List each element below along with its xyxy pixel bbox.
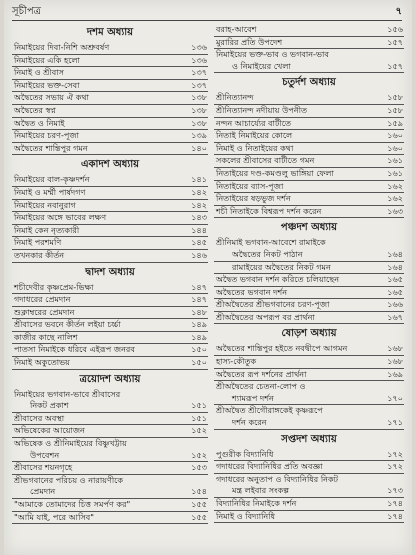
toc-entry-title: অদ্বৈতের রূপ দর্শনের প্রার্থনা	[216, 368, 307, 379]
toc-entry-title: নিমাইয়ের অঙ্গে ভাবের লক্ষণ	[14, 212, 107, 223]
toc-entry-page: ১৩৬	[191, 54, 207, 65]
toc-entry-title: মুরারির প্রতি উপদেশ	[216, 36, 283, 47]
toc-entry-page: ১৩৭	[191, 79, 207, 90]
toc-entry	[214, 206, 404, 219]
toc-entry-title: শ্রীঅদ্বৈতের চেতনা-লোপ ও	[216, 381, 306, 392]
toc-entry-title: প্রেমদান	[30, 486, 56, 497]
toc-entry	[12, 438, 208, 450]
toc-entry	[214, 356, 404, 369]
toc-entry-title: নিমাই ও মর্ম্মী পার্ষদগণ	[14, 186, 86, 197]
toc-entry-page: ১৬২	[387, 180, 403, 191]
toc-entry-title: নিমাইয়ের ভক্ত-ভাব ও ভগবান-ভাব	[216, 49, 329, 60]
toc-entry-title: নিমাইয়ের দিবা-নিশি অশ্রুবর্ষণ	[14, 42, 110, 52]
toc-entry-page: ১৫৭	[387, 60, 403, 71]
toc-entry-title: শ্রীঅদ্বৈতের অপরূপ বর প্রার্থনা	[216, 311, 315, 322]
toc-entry-title: নিমাইয়ের নবানুরাগ	[14, 199, 76, 210]
toc-entry-page: ১৬২	[387, 193, 403, 204]
toc-entry-title: অভিষেক ও শ্রীনিমাইয়ের বিষ্ণুখট্টায়	[14, 438, 127, 449]
toc-entry	[214, 262, 404, 275]
toc-entry-page: ১৬৭	[387, 311, 403, 322]
toc-entry	[214, 299, 404, 312]
toc-entry-title: শ্রীনিমাই ভগবান-আবেশে রামাইকে	[216, 237, 326, 248]
toc-entry-page: ১৬৪	[387, 261, 403, 272]
toc-entry-title: শ্রীঅদ্বৈত শ্রীগৌরাঙ্গকেই কৃষ্ণরূপে	[216, 405, 323, 416]
toc-entry-page: ১৬৪	[387, 248, 403, 259]
toc-entry	[12, 55, 208, 68]
toc-entry-page: ১৬১	[387, 155, 403, 166]
chapter-heading: পঞ্চদশ অধ্যায়	[280, 222, 338, 234]
toc-entry-page: ১৭৪	[387, 510, 403, 521]
toc-entry-title: অদ্বৈত ও নিমাই	[14, 117, 65, 128]
toc-entry	[214, 61, 404, 74]
toc-entry	[214, 130, 404, 143]
toc-entry-title: নিমাইয়ের চরণ-পূজা	[14, 130, 79, 141]
toc-entry-page: ১৭২	[387, 448, 403, 459]
toc-entry-title: উপবেশন	[30, 449, 60, 460]
toc-entry-title: নিতাইয়ের ষড়ভুজ দর্শন	[216, 193, 291, 204]
toc-entry-title: "আমি যাই, পরে আসিব"	[14, 511, 95, 522]
toc-entry-title: হাস্য-কৌতুক	[216, 356, 257, 367]
toc-entry-title: শচীদেবীর কৃষ্ণপ্রেম-ভিক্ষা	[14, 281, 94, 292]
toc-entry-page: ১৬৯	[387, 368, 403, 379]
toc-entry-title: অদ্বৈতের সভায় ঐ কথা	[14, 92, 89, 103]
toc-entry	[12, 212, 208, 225]
toc-entry-page: ১৫৩	[191, 462, 207, 473]
chapter-heading: দ্বাদশ অধ্যায়	[85, 266, 135, 278]
toc-entry	[214, 168, 404, 181]
toc-entry-page: ১৬০	[387, 130, 403, 141]
toc-entry	[12, 512, 208, 525]
toc-entry-title: শ্রীঅদ্বৈতের শ্রীভগবানের চরণ-পূজা	[216, 299, 330, 310]
toc-entry	[214, 449, 404, 462]
toc-entry-page: ১৩৭	[191, 67, 207, 78]
toc-entry	[12, 499, 208, 512]
toc-entry	[12, 344, 208, 357]
toc-entry-title: শুক্লাম্বরের প্রেমদান	[14, 306, 75, 317]
toc-entry	[214, 498, 404, 511]
toc-entry-title: "আমাকে তোমাদের চিত্ত সমর্পণ কর"	[14, 499, 131, 509]
chapter-heading: একাদশ অধ্যায়	[80, 159, 140, 171]
toc-entry-page: ১৫৯	[387, 117, 403, 128]
toc-entry-page: ১৫৭	[387, 36, 403, 47]
toc-entry-page: ১৫২	[191, 425, 207, 436]
toc-entry	[12, 319, 208, 332]
toc-entry-title: গদাধরের অনুতাপ ও বিদ্যানিধির নিকট	[216, 473, 339, 484]
toc-entry-page: ১৫৫	[191, 499, 207, 509]
toc-entry	[12, 357, 208, 370]
toc-entry-title: অভিষেকের আয়োজন	[14, 425, 85, 436]
toc-entry	[214, 249, 404, 262]
toc-entry-title: গদাধরের বিদ্যানিধির প্রতি অবজ্ঞা	[216, 461, 323, 472]
toc-entry-title: নিতাই নিমাইয়ের কোলে	[216, 130, 293, 141]
toc-entry	[12, 105, 208, 118]
toc-entry	[214, 369, 404, 382]
toc-entry-title: বিদ্যানিধির নিমাইকে দর্শন	[216, 498, 297, 508]
toc-entry	[214, 287, 404, 300]
toc-entry-page: ১৫১	[191, 412, 207, 423]
toc-entry	[214, 343, 404, 356]
toc-entry	[12, 118, 208, 131]
toc-entry-title: নিমাইয়ের ভগবান-ভাবে শ্রীবাসের	[14, 388, 121, 399]
toc-entry-page: ১৬৮	[387, 356, 403, 367]
toc-entry	[12, 42, 208, 55]
toc-entry-title: অদ্বৈতের স্বপ্ন	[14, 104, 56, 115]
toc-entry-title: নিমাই পরশমণি	[14, 237, 62, 248]
toc-entry	[12, 250, 208, 263]
toc-entry-page: ১৪৯	[191, 331, 207, 342]
toc-entry-title: পুগুরীক বিদ্যানিধি	[216, 448, 274, 459]
toc-entry	[214, 381, 404, 393]
toc-entry-title: নিমাই ও নিতাইয়ের কথা	[216, 142, 294, 153]
toc-entry-page: ১৭১	[387, 417, 403, 428]
toc-entry	[12, 200, 208, 213]
toc-entry-page: ১৫০	[191, 344, 207, 355]
toc-entry-page: ১৪৪	[191, 224, 207, 235]
toc-entry-page: ১৪৭	[191, 281, 207, 292]
toc-entry	[12, 400, 208, 413]
toc-entry-title: দর্শন করেন	[232, 417, 267, 428]
toc-entry-title: নিমাইয়ের ভক্ত-সেবা	[14, 79, 80, 90]
toc-entry-title: রামাইয়ের অদ্বৈতের নিকট গমন	[232, 261, 331, 272]
page-number: ৭	[395, 6, 402, 17]
toc-entry-page: ১৪৭	[191, 294, 207, 305]
toc-entry-title: শ্রীবাসের ভবনে কীর্তন লইয়া চর্চ্চা	[14, 319, 121, 330]
chapter-heading: চতুর্দশ অধ্যায়	[282, 77, 336, 89]
toc-entry	[12, 80, 208, 93]
toc-entry-title: অদ্বৈতের শান্তিপুর গমন	[14, 142, 88, 153]
toc-entry-page: ১৩৮	[191, 92, 207, 103]
toc-entry	[214, 105, 404, 118]
toc-entry	[12, 92, 208, 105]
toc-entry-page: ১৫৪	[191, 486, 207, 497]
toc-entry	[214, 474, 404, 486]
toc-entry	[12, 462, 208, 475]
toc-entry-page: ১৫০	[191, 357, 207, 368]
toc-entry	[12, 486, 208, 499]
toc-entry-title: অদ্বৈত ভগবান দর্শন করিতে চলিয়াছেন	[216, 274, 340, 285]
toc-entry	[214, 417, 404, 430]
toc-entry	[214, 37, 404, 50]
toc-entry	[214, 393, 404, 406]
toc-entry-title: শ্রীনিত্যানন্দ	[216, 92, 254, 103]
toc-entry	[12, 389, 208, 401]
toc-entry-title: নিমাই ও শ্রীবাস	[14, 67, 64, 78]
toc-entry-page: ১৩৯	[191, 130, 207, 141]
page-title: সূচীপত্র	[12, 6, 41, 17]
toc-entry-title: গদাধরের প্রেমদান	[14, 294, 71, 305]
toc-entry-page: ১৪২	[191, 186, 207, 197]
toc-entry	[214, 49, 404, 61]
toc-entry-title: শ্রীভগবানের পরিচয় ও নারায়ণীকে	[14, 474, 124, 485]
toc-entry	[214, 237, 404, 249]
toc-entry-title: নিমাইয়ের বাল-কৃষ্ণদর্শন	[14, 174, 90, 185]
toc-entry	[214, 405, 404, 417]
toc-entry	[12, 130, 208, 143]
toc-entry-title: তখনকার কীর্তন	[14, 249, 65, 260]
toc-entry-page: ১৬৫	[387, 286, 403, 297]
toc-entry-page: ১৭৩	[387, 485, 403, 496]
toc-entry-page: ১৩৬	[191, 42, 207, 52]
toc-entry-page: ১৭৪	[387, 498, 403, 508]
toc-entry-page: ১৬১	[387, 167, 403, 178]
toc-entry-page: ১৬৩	[387, 205, 403, 216]
toc-entry-title: অদ্বৈতের নিকট পাঠান	[232, 248, 303, 259]
toc-entry	[214, 193, 404, 206]
toc-entry-title: শ্রীবাসের শয়নগৃহে	[14, 462, 73, 473]
page-header	[12, 4, 402, 21]
toc-entry	[12, 307, 208, 320]
toc-entry	[12, 475, 208, 487]
toc-entry-page: ১৭০	[387, 392, 403, 403]
toc-entry-page: ১৪১	[191, 174, 207, 185]
toc-entry-title: অদ্বৈতের শান্তিপুর হইতে নবদ্বীপে আগমন	[216, 343, 348, 354]
toc-entry	[12, 332, 208, 345]
toc-entry-title: শ্রীবাসের অবস্থা	[14, 412, 65, 423]
toc-column-left	[12, 24, 208, 524]
toc-entry	[12, 425, 208, 438]
toc-entry-title: শ্যামরূপ দর্শন	[232, 392, 274, 403]
toc-entry	[12, 187, 208, 200]
toc-entry	[214, 485, 404, 498]
toc-entry-page: ১৬৫	[387, 274, 403, 285]
toc-entry	[214, 92, 404, 105]
toc-entry	[214, 181, 404, 194]
toc-entry-page: ১৫৮	[387, 92, 403, 103]
chapter-heading: ষোড়শ অধ্যায়	[281, 328, 337, 340]
toc-entry-page: ১৫২	[191, 449, 207, 460]
toc-entry-title: সকলের শ্রীবাসের বাটীতে গমন	[216, 155, 315, 166]
toc-entry	[214, 461, 404, 474]
toc-entry-page: ১৪২	[191, 199, 207, 210]
toc-entry-page: ১৬০	[387, 142, 403, 153]
toc-entry-title: কাজীর কাছে নালিশ	[14, 331, 78, 342]
toc-entry-page: ১৩৮	[191, 117, 207, 128]
toc-entry	[12, 282, 208, 295]
book-page	[4, 0, 412, 555]
toc-entry-title: বরাহ-আবেশ	[216, 24, 257, 34]
toc-entry-page: ১৬৮	[387, 343, 403, 354]
toc-entry-title: নিমাই ও বিদ্যানিধি	[216, 510, 276, 521]
toc-entry	[214, 143, 404, 156]
toc-column-right	[214, 24, 404, 523]
toc-entry-title: নিতাইয়ের দণ্ড-কমণ্ডলু ভাঙ্গিয়া ফেলা	[216, 167, 334, 178]
toc-entry-title: নিমাই অকুতোভয়	[14, 357, 70, 368]
toc-entry	[214, 24, 404, 37]
toc-entry	[12, 174, 208, 187]
toc-entry-page: ১৪৬	[191, 249, 207, 260]
toc-entry-page: ১৪৯	[191, 319, 207, 330]
toc-entry	[214, 118, 404, 131]
toc-entry-page: ১৫৬	[387, 24, 403, 34]
chapter-heading: দশম অধ্যায়	[86, 27, 134, 38]
toc-entry-title: নন্দন আচার্য্যের বাটীতে	[216, 117, 292, 128]
toc-entry	[12, 413, 208, 426]
toc-entry-page: ১৫১	[191, 400, 207, 411]
toc-entry-page: ১৫৮	[387, 104, 403, 115]
toc-entry	[12, 294, 208, 307]
toc-entry-title: শ্রীনিত্যানন্দ নদীয়ায় উপনীত	[216, 104, 308, 115]
toc-entry-page: ১৬৬	[387, 299, 403, 310]
toc-entry	[214, 312, 404, 325]
toc-entry	[12, 237, 208, 250]
toc-entry-title: ও নিমাইয়ের খেলা	[232, 60, 291, 71]
toc-entry-page: ১৪৮	[191, 306, 207, 317]
toc-entry	[214, 155, 404, 168]
toc-entry-title: নিমাইয়ের একি হলো	[14, 54, 80, 65]
toc-entry-page: ১৫৫	[191, 511, 207, 522]
toc-entry	[12, 450, 208, 463]
toc-entry	[12, 67, 208, 80]
chapter-heading: ত্রয়োদশ অধ্যায়	[79, 373, 141, 385]
toc-entry-title: মন্ত্র লইবার সংকল্প	[232, 485, 290, 496]
toc-entry-title: শচী নিতাইকে বিশ্বরূপ দর্শন করেন	[216, 205, 322, 216]
toc-entry-title: নিমাই কেন নৃত্যকারী	[14, 224, 80, 235]
toc-entry-title: নিকট প্রকাশ	[30, 400, 69, 411]
toc-entry-page: ১৪৩	[191, 212, 207, 223]
toc-entry-page: ১৪৫	[191, 237, 207, 248]
toc-entry	[214, 511, 404, 524]
toc-entry-title: অদ্বৈতের ভগবান দর্শন	[216, 286, 288, 297]
toc-entry	[12, 143, 208, 156]
toc-entry-title: নিতাইয়ের ব্যাস-পূজা	[216, 180, 284, 191]
toc-entry	[214, 274, 404, 287]
chapter-heading: সপ্তদশ অধ্যায়	[281, 433, 337, 445]
toc-entry	[12, 225, 208, 238]
toc-entry-page: ১৭২	[387, 461, 403, 472]
toc-entry-page: ১৩৮	[191, 104, 207, 115]
toc-entry-page: ১৪০	[191, 142, 207, 153]
toc-entry-title: পাতসা নিমাইকে ধরিবে এইরূপ জনরব	[14, 344, 135, 355]
